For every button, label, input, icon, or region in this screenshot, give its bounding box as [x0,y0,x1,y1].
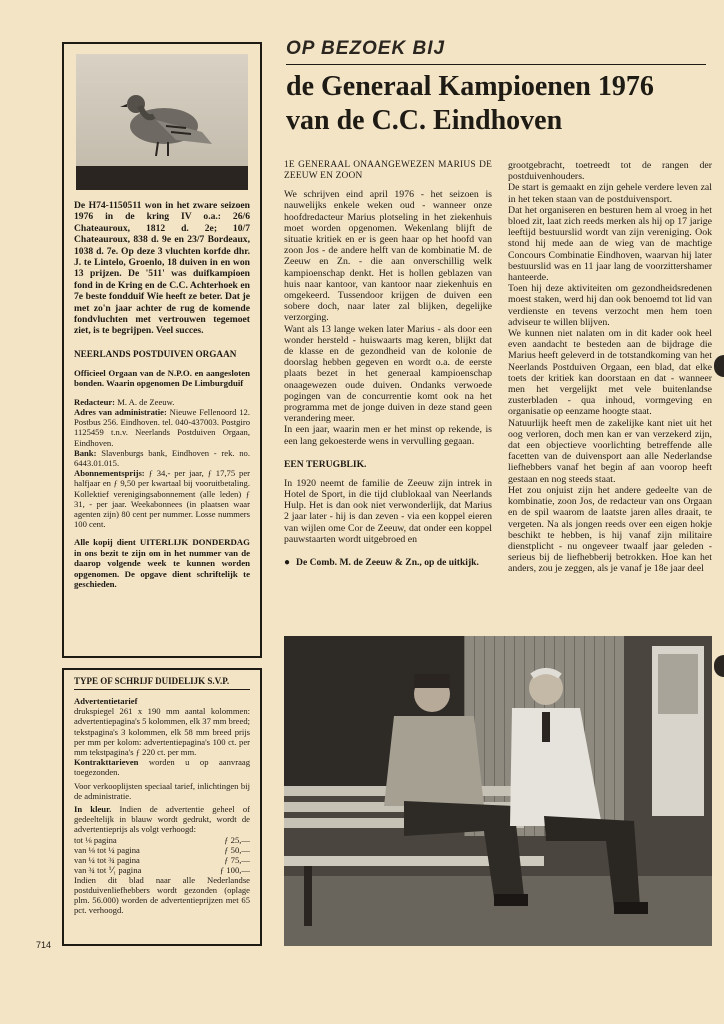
pigeon-photo [76,54,248,190]
paragraph: Toen hij deze aktiviteiten om gezondheidsredenen moest staken, werd hij dan ook benoemd tot lid van verdienste en tevens verzocht men hem toen adviseur te willen blijven. [508,283,712,328]
circulation-note: Indien dit blad naar alle Nederlandse postduivenliefhebbers wordt gezonden (oplage plm. 56.000) worden de advertentieprijzen met 65 pct. verhoogd. [74,874,250,916]
page-edge-mark [714,355,724,377]
color-price-table [74,835,250,875]
org-title: NEERLANDS POSTDUIVEN ORGAAN [74,348,237,359]
paragraph: De start is gemaakt en zijn gehele verdere leven zal in het teken staan van de postduivensport. [508,182,712,205]
paragraph: Want als 13 lange weken later Marius - als door een wonder hersteld - huiswaarts mag keren, blijkt dat de klasse en de gezondheid van de kolonie de doorslag hebben gegeven en wordt o.a. de eerste plaats bezet in het generaal kampioenschap onaagewezen oude duiven. Ondanks verwoede pogingen van de concurrentie komt ook na het programma met de jonge duiven in deze stand geen verandering meer. [284,323,492,425]
ad-box-title: TYPE OF SCHRIJF DUIDELIJK S.V.P. [74,676,250,690]
subscription-line: Abonnementsprijs: ƒ 34,- per jaar, ƒ 17,75 per halfjaar en ƒ 9,50 per kwartaal bij vooruitbetaling. Kollektief verenigingsabonnement (alle leden) ƒ 31, - per jaar. Weekabonnees (in plaatsen waar agenten zijn) 80 cent per nummer. Losse nummers 100 cent. [74,468,250,530]
pigeon-icon [116,76,216,166]
article-headline: de Generaal Kampioenen 1976 van de C.C. Eindhoven [286,71,654,136]
sales-line: Voor verkooplijsten speciaal tarief, inlichtingen bij de administratie. [74,780,250,801]
header-rule [286,64,706,65]
price-row: van ⅛ tot ¼ pagina ƒ 50,— [74,844,250,855]
price-row: van ¼ tot ¾ pagina ƒ 75,— [74,854,250,865]
bench-photo [284,636,712,946]
editor-line: Redacteur: M. A. de Zeeuw. [74,396,175,407]
photo-caption: ● De Comb. M. de Zeeuw & Zn., op de uitkijk. [284,557,479,569]
pigeon-description: De H74-1150511 won in het zware seizoen 1976 in de kring IV o.a.: 26/6 Chateauroux, 1812 d. 2e; 10/7 Chateauroux, 838 d. 9e en 23/7 Bordeaux, 1038 d. 7e. Op deze 3 vluchten korfde dhr. J. te Lintelo, Groenlo, 18 duiven in en won 13 prijzen. De '511' was duifkampioen fond in de Kring en de C.C. Achterhoek en 7e beste fondduif Wie heeft ze beter. Dat je met zo'n jaar achter de rug de komende fondvluchten met vertrouwen tegemoet ziet, is te begrijpen. Veel succes. [74,200,250,337]
contract-line: Kontrakttarieven worden u op aanvraag toegezonden. [74,757,250,778]
article-subhead: 1E GENERAAL ONAANGEWEZEN MARIUS DE ZEEUW EN ZOON [284,160,492,181]
tariff-label: Advertentietarief [74,696,138,706]
paragraph: We schrijven eind april 1976 - het seizoen is nauwelijks enkele weken oud - wanneer onze hoofdredacteur Marius plotseling in het ziekenhuis moet worden opgenomen. Wekenlang blijft de situatie kritiek en er is geen haar op het hoofd van zoon Jos - de andere helft van de kombinatie M. de Zeeuw en Zn. - die aan onverschillig welk kampioenschap denkt. Het is hollen geblazen van huis naar kantoor, van kantoor naar ziekenhuis en omgekeerd. Tussendoor krijgen de duiven een sobere doch, naar later zal blijken, degelijke verzorging. [284,189,492,324]
paragraph: Het zou onjuist zijn het andere gedeelte van de kombinatie, zoon Jos, de redacteur van ons Orgaan en de spil waarom de laatste jaren alles draait, te vergeten. Na als jongen reeds over een eigen hokje beschikt te hebben, is hij vanaf zijn militaire dienstplicht - nu ongeveer twaalf jaar geleden - serieus bij de liefhebberij betrokken. Hoe kan het anders, zou je zeggen, als je vanaf je 18e jaar deel [508,484,712,575]
ad-rates-box [62,668,262,946]
address-line: Adres van administratie: Nieuwe Fellenoord 12. Postbus 256. Eindhoven. tel. 040-437003. Postgiro 1125459 t.n.v. Neerlands Postduiven Orgaan, Eindhoven. [74,406,251,448]
paragraph: In een jaar, waarin men er het minst op rekende, is een lang gekoesterde wens in vervulling gegaan. [284,424,492,447]
paragraph: We kunnen niet nalaten om in dit kader ook heel even aandacht te besteden aan de bijdrage die Marius heeft geleverd in de totstandkoming van het Neerlands Postduiven Orgaan, een blad, dat elke toets der kritiek kan doorstaan en dat - wanneer men het vergelijkt met vele buitenlandse zusterbladen - qua inhoud, vormgeving en organisatie op eenzame hoogte staat. [508,328,712,418]
bullet-icon: ● [284,557,291,569]
section-heading: EEN TERUGBLIK. [284,458,367,470]
paragraph: Dat het organiseren en besturen hem al vroeg in het bloed zit, laat zich reeds merken als hij op 17 jarige leeftijd bestuurslid wordt van zijn vereniging. Ook stond hij mede aan de wieg van de machtige Concours Combinatie Eindhoven, waarvan hij later bestuurslid was en 11 jaar lang de voorzittershamer hanteerde. [508,204,712,284]
paragraph: In 1920 neemt de familie de Zeeuw zijn intrek in Hotel de Sport, in die tijd clublokaal van Neerlands Hulp. Het is dan ook niet verwonderlijk, dat Marius 2 jaar later - hij is dan zeven - via een koppel eieren van wijlen ome Cor de Zeeuw, dat onder een koppel pauwstaarten wordt uitgebroed en [284,477,492,545]
paragraph: grootgebracht, toetreedt tot de rangen der postduivenhouders. [508,160,712,183]
color-line: In kleur. Indien de advertentie geheel of gedeeltelijk in blauw wordt gedrukt, wordt de advertentieprijs als volgt verhoogd: [74,804,250,835]
official-organ: Officieel Orgaan van de N.P.O. en aangesloten bonden. Waarin opgenomen De Limburgduif [74,367,250,389]
price-row: van ¾ tot ⅟₁ pagina ƒ 100,— [74,864,250,875]
article-column-1 [284,160,492,568]
tariff-text: drukspiegel 261 x 190 mm aantal kolommen: advertentiepagina's 5 kolommen, elk 37 mm breed; tekstpagina's 3 kolommen, elk 58 mm breed prijs per mm per kolom: advertentiepagina's 100 ct. per mm tekstpagina's ƒ 220 ct. per mm. [74,706,250,758]
section-kicker: OP BEZOEK BIJ [286,38,446,59]
page-number: 714 [36,940,52,950]
sidebar-box [62,42,262,658]
price-row: tot ⅛ pagina ƒ 25,— [74,834,250,845]
article-column-2 [508,160,712,575]
copy-deadline: Alle kopij dient UITERLIJK DONDERDAG in ons bezit te zijn om in het nummer van de daarop volgende week te kunnen worden opgenomen. De opgave dient schriftelijk te geschieden. [74,537,250,589]
paragraph: Natuurlijk heeft men de zakelijke kant niet uit het oog verloren, doch men kan er van verzekerd zijn, dat een objectieve voorlichting betreffende alle facetten van de duivensport aan alle Nederlandse liefhebbers vanaf het begin af aan voorop heeft gestaan en nog steeds staat. [508,417,712,485]
bank-line: Bank: Slavenburgs bank, Eindhoven - rek. no. 6443.01.015. [74,447,250,468]
page-edge-mark [714,655,724,677]
